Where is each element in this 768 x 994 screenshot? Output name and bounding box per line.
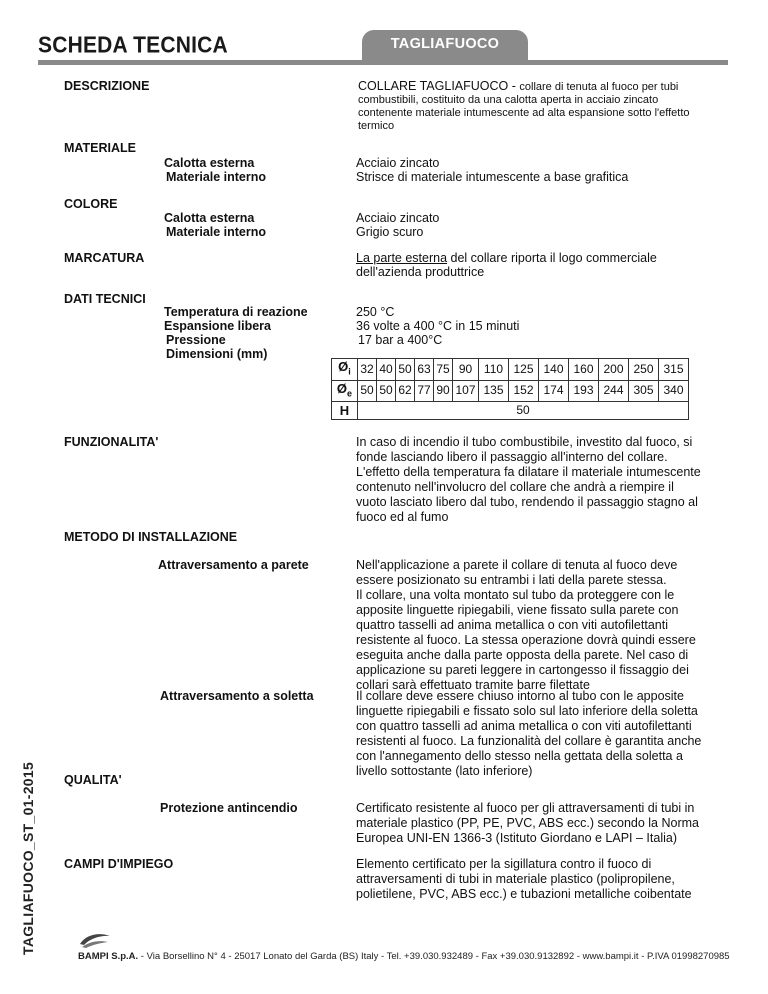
funzionalita-line: fonde lasciando libero il passaggio all'interno del collare. (356, 450, 668, 464)
de-cell: 107 (453, 380, 479, 402)
de-cell: 50 (358, 380, 377, 402)
de-cell: 50 (377, 380, 396, 402)
metodo-label: METODO DI INSTALLAZIONE (64, 530, 238, 544)
dati-sub-pressione: Pressione (166, 333, 226, 347)
parete-line: essere posizionato su entrambi i lati della parete stessa. (356, 573, 667, 587)
descrizione-text (358, 79, 728, 95)
dati-sub-dimensioni: Dimensioni (mm) (166, 347, 268, 361)
dati-sub-temperatura: Temperatura di reazione (164, 305, 308, 319)
descrizione-label: DESCRIZIONE (64, 79, 150, 93)
header-product-tab: TAGLIAFUOCO (362, 30, 528, 58)
soletta-line: con quattro tasselli ad anima metallica o con viti autofilettanti (356, 719, 692, 733)
qualita-line: Europea UNI-EN 1366-3 (Istituto Giordano e LAPI – Italia) (356, 831, 677, 845)
qualita-label: QUALITA' (64, 773, 122, 787)
soletta-line: Il collare deve essere chiuso intorno al tubo con le apposite (356, 689, 684, 703)
di-cell: 160 (569, 359, 599, 381)
colore-sub-calotta: Calotta esterna (164, 211, 255, 225)
dati-val-espansione: 36 volte a 400 °C in 15 minuti (356, 319, 520, 333)
funzionalita-line: In caso di incendio il tubo combustibile, investito dal fuoco, si (356, 435, 693, 449)
descrizione-line3: contenente materiale intumescente ad alta espansione sotto l'effetto (358, 107, 690, 119)
dati-sub-espansione: Espansione libera (164, 319, 271, 333)
descrizione-line2: combustibili, costituito da una calotta aperta in acciaio zincato (358, 94, 659, 106)
di-cell: 140 (539, 359, 569, 381)
di-cell: 63 (415, 359, 434, 381)
de-cell: 305 (629, 380, 659, 402)
de-cell: 244 (599, 380, 629, 402)
parete-line: Il collare, una volta montato sul tubo da proteggere con le (356, 588, 675, 602)
materiale-sub-interno: Materiale interno (166, 170, 267, 184)
marcatura-line1 (356, 251, 657, 266)
di-cell: 90 (453, 359, 479, 381)
parete-line: collari sarà effettuato tramite barre filettate (356, 678, 590, 692)
funzionalita-text (356, 435, 736, 525)
de-cell: 90 (434, 380, 453, 402)
campi-line: Elemento certificato per la sigillatura contro il fuoco di (356, 857, 652, 871)
funzionalita-label: FUNZIONALITA' (64, 435, 159, 449)
descrizione-title: COLLARE TAGLIAFUOCO - (358, 79, 516, 93)
parete-line: Nell'applicazione a parete il collare di tenuta al fuoco deve (356, 558, 678, 572)
di-cell: 250 (629, 359, 659, 381)
page-title: SCHEDA TECNICA (38, 33, 228, 58)
bampi-logo-icon (78, 932, 112, 950)
de-cell: 340 (659, 380, 689, 402)
header-rule (38, 60, 728, 65)
row-height (332, 402, 689, 420)
parete-line: quattro tasselli ad anima metallica o con viti autofilettanti (356, 618, 668, 632)
descrizione-line1: collare di tenuta al fuoco per tubi (519, 81, 679, 93)
outer-diameter-header: $Ø_e$ (332, 380, 358, 402)
height-cell: 50 (358, 402, 689, 420)
dati-tecnici-label: DATI TECNICI (64, 292, 146, 306)
parete-line: eseguita anche dalla parte opposta della parete. Nel caso di (356, 648, 689, 662)
colore-label: COLORE (64, 197, 118, 211)
parete-line: applicazione su pareti leggere in cartongesso il fissaggio dei (356, 663, 689, 677)
marcatura-underlined: La parte esterna (356, 251, 448, 265)
qualita-text (356, 801, 736, 846)
dati-val-temperatura: 250 °C (356, 305, 395, 319)
de-cell: 62 (396, 380, 415, 402)
campi-label: CAMPI D'IMPIEGO (64, 857, 174, 871)
de-cell: 193 (569, 380, 599, 402)
soletta-line: livello sottostante (lato inferiore) (356, 764, 533, 778)
metodo-soletta-label: Attraversamento a soletta (160, 689, 314, 703)
descrizione-line4: termico (358, 120, 395, 132)
di-cell: 50 (396, 359, 415, 381)
campi-line: polietilene, PVC, ABS ecc.) e tubazioni metalliche coibentate (356, 887, 692, 901)
di-cell: 125 (509, 359, 539, 381)
funzionalita-line: contenuto nell'involucro del collare che andrà a riempire il (356, 480, 674, 494)
height-header: H (332, 402, 358, 420)
qualita-sub: Protezione antincendio (160, 801, 298, 815)
parete-line: resistente al fuoco. La stessa operazione dovrà quindi essere (356, 633, 696, 647)
row-inner-diameter (332, 359, 689, 381)
metodo-parete-text (356, 558, 736, 693)
marcatura-line2: dell'azienda produttrice (356, 265, 485, 279)
materiale-val-calotta: Acciaio zincato (356, 156, 440, 170)
dati-val-pressione: 17 bar a 400°C (358, 333, 443, 347)
footer-details: - Via Borsellino N° 4 - 25017 Lonato del Garda (BS) Italy - Tel. +39.030.932489 - Fax +39.030.9132892 - www.bampi.it - P.IVA 01998270985 (138, 951, 730, 962)
inner-diameter-header: $Ø_i$ (332, 359, 358, 381)
materiale-sub-calotta: Calotta esterna (164, 156, 255, 170)
colore-sub-interno: Materiale interno (166, 225, 267, 239)
marcatura-rest: del collare riporta il logo commerciale (447, 251, 657, 265)
colore-val-interno: Grigio scuro (356, 225, 424, 239)
parete-line: apposite linguette ripiegabili, viene fissato sulla parete con (356, 603, 679, 617)
di-cell: 40 (377, 359, 396, 381)
soletta-line: con l'annegamento dello stesso nella gettata della soletta a (356, 749, 683, 763)
de-cell: 174 (539, 380, 569, 402)
di-cell: 32 (358, 359, 377, 381)
dimensions-table (331, 358, 689, 420)
campi-line: attraversamenti di tubi in materiale plastico (polipropilene, (356, 872, 675, 886)
di-cell: 315 (659, 359, 689, 381)
row-outer-diameter (332, 380, 689, 402)
di-cell: 110 (479, 359, 509, 381)
materiale-label: MATERIALE (64, 141, 136, 155)
side-document-code: TAGLIAFUOCO_ST_01-2015 (20, 761, 36, 955)
funzionalita-line: fuoco ed al fumo (356, 510, 449, 524)
qualita-line: materiale plastico (PP, PE, PVC, ABS ecc.) secondo la Norma (356, 816, 699, 830)
soletta-line: resistenti al fuoco. La funzionalità del collare è garantita anche (356, 734, 702, 748)
campi-text (356, 857, 736, 902)
di-cell: 200 (599, 359, 629, 381)
materiale-val-interno: Strisce di materiale intumescente a base grafitica (356, 170, 629, 184)
footer-address (78, 949, 730, 964)
metodo-soletta-text (356, 689, 736, 779)
funzionalita-line: vuoto lasciato libero dal tubo, rendendo il passaggio stagno al (356, 495, 698, 509)
footer-company: BAMPI S.p.A. (78, 951, 139, 962)
funzionalita-line: L'effetto della temperatura fa dilatare il materiale intumescente (356, 465, 701, 479)
colore-val-calotta: Acciaio zincato (356, 211, 440, 225)
di-cell: 75 (434, 359, 453, 381)
de-cell: 152 (509, 380, 539, 402)
metodo-parete-label: Attraversamento a parete (158, 558, 309, 572)
de-cell: 77 (415, 380, 434, 402)
de-cell: 135 (479, 380, 509, 402)
soletta-line: linguette ripiegabili e fissato solo sul lato inferiore della soletta (356, 704, 698, 718)
marcatura-label: MARCATURA (64, 251, 145, 265)
qualita-line: Certificato resistente al fuoco per gli attraversamenti di tubi in (356, 801, 695, 815)
